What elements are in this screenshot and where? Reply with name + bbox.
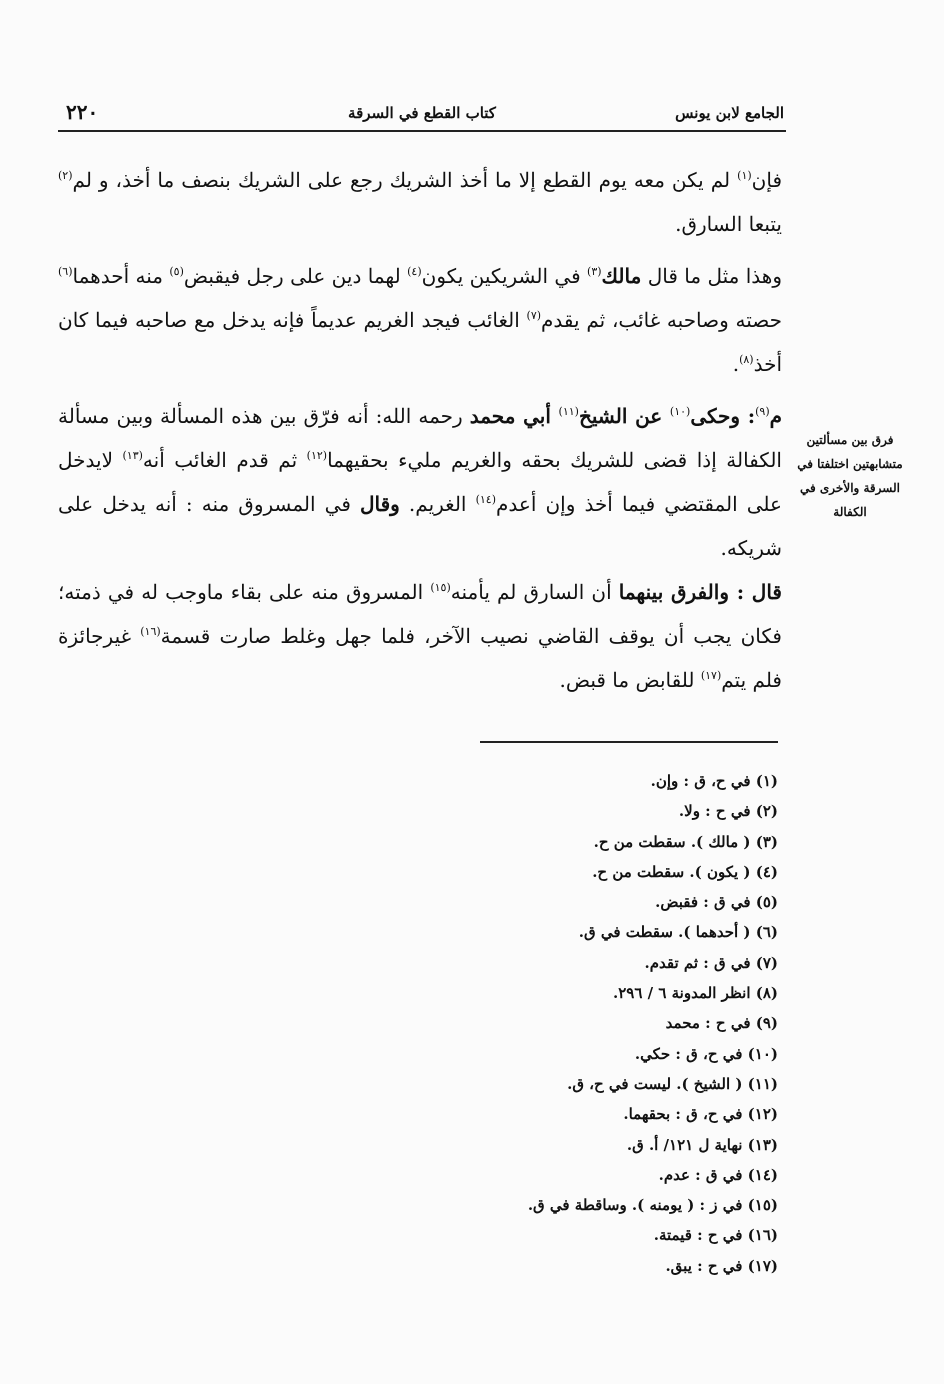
footnote-marker: (٤) <box>407 265 422 278</box>
text-run: ثم قدم الغائب أنه <box>142 448 307 472</box>
text-run: غيرجائزة فلم يتم <box>58 624 782 692</box>
text-run: حصته وصاحبه غائب، ثم يقدم <box>541 308 782 332</box>
footnote-marker: (٦) <box>58 265 73 278</box>
text-run: يتبعا السارق. <box>675 212 782 236</box>
footnote-marker: (٢) <box>58 169 73 182</box>
footnote-marker: (١٥) <box>430 581 451 594</box>
text-run: الغريم. <box>399 492 476 516</box>
footnote: (١٥) في ز : ( يومنه ). وساقطة في ق. <box>527 1196 778 1215</box>
bold-term: م <box>769 404 782 428</box>
chapter-title: كتاب القطع في السرقة <box>348 104 496 122</box>
footnote: (٥) في ق : فقبض. <box>655 893 778 912</box>
footnote-marker: (١٣) <box>122 449 143 462</box>
bold-term: قال : والفرق بينهما <box>618 580 782 604</box>
main-text <box>58 158 782 702</box>
footnotes-list <box>300 766 778 1281</box>
footnote-separator <box>480 741 778 743</box>
text-run: منه أحدهما <box>72 264 170 288</box>
bold-term: : وحكى <box>690 404 756 428</box>
text-run: وهذا مثل ما قال <box>641 264 782 288</box>
text-run: المسروق منه على بقاء ماوجب له في ذمته؛ فكان يجب أن يوقف القاضي نصيب الآخر، فلما جهل وغلط صارت قسمة <box>58 580 782 648</box>
book-title: الجامع لابن يونس <box>675 104 784 122</box>
text-run: أن السارق لم يأمنه <box>450 580 619 604</box>
header-rule <box>58 130 786 132</box>
footnote: (١) في ح، ق : وإن. <box>650 772 778 790</box>
footnote-marker: (١١) <box>558 405 579 418</box>
footnote: (١٠) في ح، ق : حكي. <box>634 1044 778 1063</box>
footnote-marker: (١٢) <box>306 449 328 462</box>
footnote: (٩) في ح : محمد <box>665 1014 778 1033</box>
text-run: للقابض ما قبض. <box>559 668 701 692</box>
footnote: (١١) ( الشيخ ). ليست في ح، ق. <box>567 1074 778 1093</box>
footnote: (٦) ( أحدهما ). سقطت في ق. <box>578 923 778 942</box>
bold-term: مالك <box>601 264 642 288</box>
paragraph <box>58 570 782 702</box>
footnote: (٤) ( يكون ). سقطت من ح. <box>592 862 778 881</box>
text-run: في الشريكين يكون <box>421 264 588 288</box>
text-run: الغائب فيجد الغريم عديماً فإنه يدخل مع صاحبه فيما كان أخذ <box>58 308 782 376</box>
footnote-marker: (١٠) <box>669 405 691 418</box>
footnote: (١٣) نهاية ل ١٢١/ أ. ق. <box>626 1135 778 1154</box>
footnote: (٧) في ق : ثم تقدم. <box>644 953 778 972</box>
bold-term: عن الشيخ <box>578 404 670 428</box>
bold-term: وقال <box>359 492 400 516</box>
footnote: (١٤) في ق : عدم. <box>658 1165 778 1184</box>
page-number: ٢٢٠ <box>66 100 99 124</box>
paragraph <box>58 394 782 570</box>
running-header <box>60 100 784 128</box>
footnote-marker: (٨) <box>739 353 754 366</box>
footnote-marker: (١) <box>737 169 752 182</box>
text-run: رحمه الله: أنه فرّق بين هذه المسألة وبين مسألة الكفالة إذا قضى للشريك بحقه والغريم مليء بحقيهما <box>58 404 782 472</box>
footnote: (١٦) في ح : قيمتة. <box>653 1226 778 1245</box>
footnote: (٨) انظر المدونة ٦ / ٢٩٦. <box>612 984 778 1003</box>
footnote-marker: (١٤) <box>475 493 496 506</box>
footnote-marker: (١٧) <box>700 669 722 682</box>
footnote: (١٧) في ح : يبق. <box>665 1256 778 1275</box>
text-run: لهما دين على رجل فيقبض <box>183 264 408 288</box>
footnote-marker: (٧) <box>526 309 542 322</box>
margin-note: فرق بين مسألتين متشابهتين اختلفتا في السرقة والأخرى في الكفالة <box>797 433 903 519</box>
text-run: . <box>732 352 740 376</box>
text-run: فإن <box>751 168 782 192</box>
footnote-marker: (٩) <box>755 405 770 418</box>
paragraph <box>58 158 782 246</box>
footnote: (١٢) في ح، ق : بحقهما. <box>623 1105 778 1124</box>
text-run: في المسروق منه : أنه يدخل على شريكه. <box>58 492 782 560</box>
paragraph <box>58 254 782 386</box>
footnote-marker: (١٦) <box>140 625 161 638</box>
footnote-marker: (٣) <box>587 265 602 278</box>
footnote-marker: (٥) <box>169 265 184 278</box>
footnote: (٢) في ح : ولا. <box>678 802 778 821</box>
bold-term: أبي محمد <box>469 404 559 428</box>
text-run: لم يكن معه يوم القطع إلا ما أخذ الشريك رجع على الشريك بنصف ما أخذ، و لم <box>72 168 738 192</box>
footnote: (٣) ( مالك ). سقطت من ح. <box>593 832 778 851</box>
text-run: لايدخل على المقتضي فيما أخذ وإن أعدم <box>58 448 782 516</box>
